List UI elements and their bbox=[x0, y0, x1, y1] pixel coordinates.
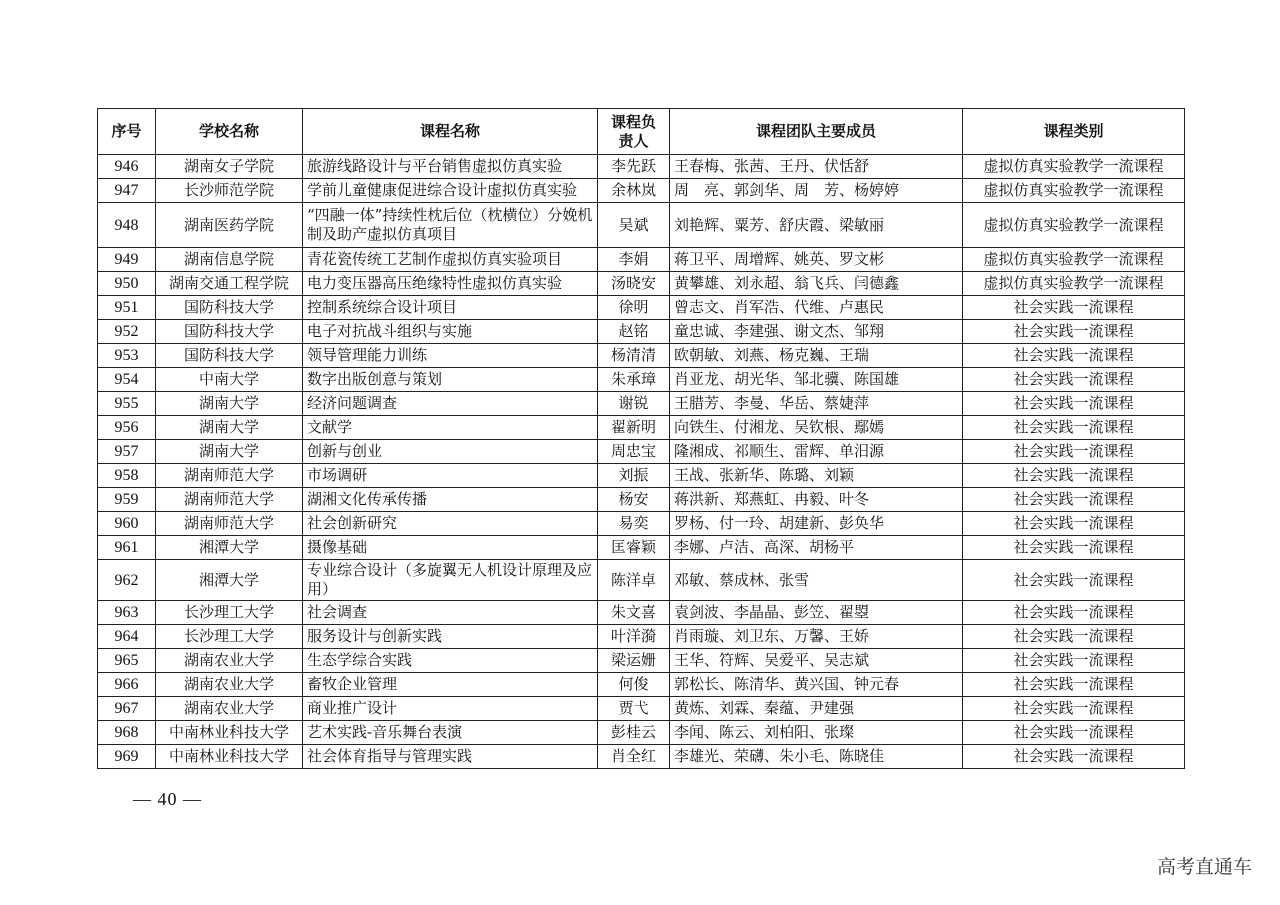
table-row bbox=[98, 745, 1185, 769]
cell-team: 欧朝敏、刘燕、杨克巍、王瑞 bbox=[670, 344, 963, 368]
cell-course: 生态学综合实践 bbox=[303, 649, 598, 673]
table-row bbox=[98, 464, 1185, 488]
cell-category: 社会实践一流课程 bbox=[963, 625, 1185, 649]
table-row bbox=[98, 203, 1185, 248]
cell-school: 中南林业科技大学 bbox=[156, 745, 303, 769]
cell-team: 黄炼、刘霖、秦蕴、尹建强 bbox=[670, 697, 963, 721]
cell-team: 郭松长、陈清华、黄兴国、钟元春 bbox=[670, 673, 963, 697]
cell-school: 中南大学 bbox=[156, 368, 303, 392]
header-school: 学校名称 bbox=[156, 109, 303, 155]
cell-leader: 余林岚 bbox=[598, 179, 670, 203]
cell-index: 965 bbox=[98, 649, 156, 673]
cell-school: 湘潭大学 bbox=[156, 560, 303, 601]
cell-category: 虚拟仿真实验教学一流课程 bbox=[963, 272, 1185, 296]
cell-course: 领导管理能力训练 bbox=[303, 344, 598, 368]
cell-index: 952 bbox=[98, 320, 156, 344]
cell-team: 童忠诚、李建强、谢文杰、邹翔 bbox=[670, 320, 963, 344]
cell-index: 967 bbox=[98, 697, 156, 721]
cell-school: 湖南农业大学 bbox=[156, 673, 303, 697]
cell-team: 肖雨璇、刘卫东、万馨、王娇 bbox=[670, 625, 963, 649]
cell-index: 962 bbox=[98, 560, 156, 601]
cell-team: 黄攀雄、刘永超、翁飞兵、闫德鑫 bbox=[670, 272, 963, 296]
cell-index: 954 bbox=[98, 368, 156, 392]
table-row bbox=[98, 179, 1185, 203]
cell-category: 社会实践一流课程 bbox=[963, 649, 1185, 673]
cell-category: 虚拟仿真实验教学一流课程 bbox=[963, 203, 1185, 248]
cell-school: 湖南大学 bbox=[156, 440, 303, 464]
cell-category: 社会实践一流课程 bbox=[963, 697, 1185, 721]
header-index: 序号 bbox=[98, 109, 156, 155]
cell-school: 长沙理工大学 bbox=[156, 601, 303, 625]
table-row bbox=[98, 392, 1185, 416]
cell-index: 963 bbox=[98, 601, 156, 625]
cell-category: 社会实践一流课程 bbox=[963, 440, 1185, 464]
cell-school: 湖南农业大学 bbox=[156, 649, 303, 673]
cell-category: 社会实践一流课程 bbox=[963, 536, 1185, 560]
cell-leader: 汤晓安 bbox=[598, 272, 670, 296]
cell-course: “四融一体”持续性枕后位（枕横位）分娩机制及助产虚拟仿真项目 bbox=[303, 203, 598, 248]
cell-index: 950 bbox=[98, 272, 156, 296]
cell-leader: 贾弋 bbox=[598, 697, 670, 721]
table-row bbox=[98, 560, 1185, 601]
cell-index: 953 bbox=[98, 344, 156, 368]
cell-course: 学前儿童健康促进综合设计虚拟仿真实验 bbox=[303, 179, 598, 203]
cell-category: 社会实践一流课程 bbox=[963, 368, 1185, 392]
cell-team: 罗杨、付一玲、胡建新、彭奂华 bbox=[670, 512, 963, 536]
cell-index: 951 bbox=[98, 296, 156, 320]
cell-category: 社会实践一流课程 bbox=[963, 296, 1185, 320]
cell-team: 李娜、卢洁、高深、胡杨平 bbox=[670, 536, 963, 560]
cell-team: 蒋洪新、郑燕虹、冉毅、叶冬 bbox=[670, 488, 963, 512]
cell-course: 社会体育指导与管理实践 bbox=[303, 745, 598, 769]
cell-course: 控制系统综合设计项目 bbox=[303, 296, 598, 320]
cell-leader: 杨清清 bbox=[598, 344, 670, 368]
table-row bbox=[98, 344, 1185, 368]
cell-course: 数字出版创意与策划 bbox=[303, 368, 598, 392]
cell-school: 中南林业科技大学 bbox=[156, 721, 303, 745]
table-row bbox=[98, 697, 1185, 721]
cell-leader: 朱承璋 bbox=[598, 368, 670, 392]
cell-school: 湖南医药学院 bbox=[156, 203, 303, 248]
cell-category: 社会实践一流课程 bbox=[963, 601, 1185, 625]
cell-leader: 周忠宝 bbox=[598, 440, 670, 464]
cell-category: 社会实践一流课程 bbox=[963, 512, 1185, 536]
table-row bbox=[98, 416, 1185, 440]
cell-index: 964 bbox=[98, 625, 156, 649]
cell-school: 国防科技大学 bbox=[156, 320, 303, 344]
cell-leader: 易奕 bbox=[598, 512, 670, 536]
cell-course: 文献学 bbox=[303, 416, 598, 440]
cell-school: 湖南大学 bbox=[156, 392, 303, 416]
cell-school: 长沙理工大学 bbox=[156, 625, 303, 649]
header-category: 课程类别 bbox=[963, 109, 1185, 155]
cell-team: 李闻、陈云、刘柏阳、张璨 bbox=[670, 721, 963, 745]
table-row bbox=[98, 673, 1185, 697]
cell-school: 湖南大学 bbox=[156, 416, 303, 440]
cell-course: 社会创新研究 bbox=[303, 512, 598, 536]
cell-school: 湖南信息学院 bbox=[156, 248, 303, 272]
table-body bbox=[98, 155, 1185, 769]
table-row bbox=[98, 512, 1185, 536]
cell-category: 社会实践一流课程 bbox=[963, 488, 1185, 512]
cell-course: 经济问题调查 bbox=[303, 392, 598, 416]
cell-school: 湖南师范大学 bbox=[156, 512, 303, 536]
cell-team: 王春梅、张茜、王丹、伏恬舒 bbox=[670, 155, 963, 179]
cell-index: 948 bbox=[98, 203, 156, 248]
cell-leader: 徐明 bbox=[598, 296, 670, 320]
cell-category: 虚拟仿真实验教学一流课程 bbox=[963, 179, 1185, 203]
cell-school: 湖南师范大学 bbox=[156, 464, 303, 488]
cell-course: 青花瓷传统工艺制作虚拟仿真实验项目 bbox=[303, 248, 598, 272]
cell-leader: 陈洋卓 bbox=[598, 560, 670, 601]
cell-index: 947 bbox=[98, 179, 156, 203]
cell-index: 969 bbox=[98, 745, 156, 769]
cell-course: 专业综合设计（多旋翼无人机设计原理及应用） bbox=[303, 560, 598, 601]
cell-leader: 刘振 bbox=[598, 464, 670, 488]
cell-category: 社会实践一流课程 bbox=[963, 392, 1185, 416]
cell-leader: 叶洋漪 bbox=[598, 625, 670, 649]
cell-category: 社会实践一流课程 bbox=[963, 560, 1185, 601]
cell-course: 摄像基础 bbox=[303, 536, 598, 560]
table-row bbox=[98, 155, 1185, 179]
cell-school: 国防科技大学 bbox=[156, 296, 303, 320]
cell-leader: 肖全红 bbox=[598, 745, 670, 769]
cell-team: 王华、符辉、吴爱平、吴志斌 bbox=[670, 649, 963, 673]
cell-school: 湖南交通工程学院 bbox=[156, 272, 303, 296]
cell-category: 社会实践一流课程 bbox=[963, 721, 1185, 745]
cell-leader: 谢锐 bbox=[598, 392, 670, 416]
table-row bbox=[98, 320, 1185, 344]
cell-team: 向铁生、付湘龙、吴钦根、鄢嫣 bbox=[670, 416, 963, 440]
cell-index: 966 bbox=[98, 673, 156, 697]
cell-index: 955 bbox=[98, 392, 156, 416]
cell-school: 国防科技大学 bbox=[156, 344, 303, 368]
cell-team: 刘艳辉、粟芳、舒庆霞、梁敏丽 bbox=[670, 203, 963, 248]
cell-team: 曾志文、肖军浩、代维、卢惠民 bbox=[670, 296, 963, 320]
table-row bbox=[98, 721, 1185, 745]
cell-leader: 李娟 bbox=[598, 248, 670, 272]
cell-category: 社会实践一流课程 bbox=[963, 673, 1185, 697]
cell-course: 湖湘文化传承传播 bbox=[303, 488, 598, 512]
cell-team: 蒋卫平、周增辉、姚英、罗文彬 bbox=[670, 248, 963, 272]
cell-course: 市场调研 bbox=[303, 464, 598, 488]
cell-team: 袁剑波、李晶晶、彭笠、翟曌 bbox=[670, 601, 963, 625]
cell-category: 虚拟仿真实验教学一流课程 bbox=[963, 248, 1185, 272]
cell-leader: 翟新明 bbox=[598, 416, 670, 440]
cell-index: 960 bbox=[98, 512, 156, 536]
cell-index: 957 bbox=[98, 440, 156, 464]
cell-leader: 彭桂云 bbox=[598, 721, 670, 745]
header-course: 课程名称 bbox=[303, 109, 598, 155]
cell-leader: 赵铭 bbox=[598, 320, 670, 344]
cell-school: 湖南农业大学 bbox=[156, 697, 303, 721]
cell-course: 创新与创业 bbox=[303, 440, 598, 464]
cell-category: 虚拟仿真实验教学一流课程 bbox=[963, 155, 1185, 179]
cell-course: 艺术实践-音乐舞台表演 bbox=[303, 721, 598, 745]
cell-course: 商业推广设计 bbox=[303, 697, 598, 721]
cell-category: 社会实践一流课程 bbox=[963, 745, 1185, 769]
cell-course: 畜牧企业管理 bbox=[303, 673, 598, 697]
page-number: — 40 — bbox=[133, 789, 202, 809]
header-team: 课程团队主要成员 bbox=[670, 109, 963, 155]
cell-course: 电力变压器高压绝缘特性虚拟仿真实验 bbox=[303, 272, 598, 296]
cell-course: 服务设计与创新实践 bbox=[303, 625, 598, 649]
cell-category: 社会实践一流课程 bbox=[963, 464, 1185, 488]
cell-team: 周 亮、郭剑华、周 芳、杨婷婷 bbox=[670, 179, 963, 203]
cell-leader: 吴斌 bbox=[598, 203, 670, 248]
table-row bbox=[98, 248, 1185, 272]
cell-index: 958 bbox=[98, 464, 156, 488]
cell-category: 社会实践一流课程 bbox=[963, 320, 1185, 344]
cell-index: 959 bbox=[98, 488, 156, 512]
header-leader: 课程负责人 bbox=[598, 109, 670, 155]
cell-team: 王战、张新华、陈璐、刘颖 bbox=[670, 464, 963, 488]
cell-leader: 李先跃 bbox=[598, 155, 670, 179]
cell-course: 电子对抗战斗组织与实施 bbox=[303, 320, 598, 344]
cell-index: 956 bbox=[98, 416, 156, 440]
cell-course: 旅游线路设计与平台销售虚拟仿真实验 bbox=[303, 155, 598, 179]
cell-school: 湖南师范大学 bbox=[156, 488, 303, 512]
cell-leader: 匡睿颖 bbox=[598, 536, 670, 560]
table-row bbox=[98, 368, 1185, 392]
table-row bbox=[98, 601, 1185, 625]
cell-leader: 杨安 bbox=[598, 488, 670, 512]
cell-school: 长沙师范学院 bbox=[156, 179, 303, 203]
cell-index: 949 bbox=[98, 248, 156, 272]
watermark: 高考直通车 bbox=[1156, 856, 1252, 878]
table-row bbox=[98, 649, 1185, 673]
table-row bbox=[98, 488, 1185, 512]
table-row bbox=[98, 536, 1185, 560]
cell-team: 李雄光、荣礴、朱小毛、陈晓佳 bbox=[670, 745, 963, 769]
cell-school: 湘潭大学 bbox=[156, 536, 303, 560]
cell-leader: 何俊 bbox=[598, 673, 670, 697]
cell-leader: 梁运姗 bbox=[598, 649, 670, 673]
cell-leader: 朱文喜 bbox=[598, 601, 670, 625]
cell-index: 946 bbox=[98, 155, 156, 179]
table-row bbox=[98, 272, 1185, 296]
table-row bbox=[98, 296, 1185, 320]
course-table bbox=[97, 108, 1185, 769]
cell-course: 社会调查 bbox=[303, 601, 598, 625]
cell-team: 邓敏、蔡成林、张雪 bbox=[670, 560, 963, 601]
table-header-row bbox=[98, 109, 1185, 155]
cell-category: 社会实践一流课程 bbox=[963, 344, 1185, 368]
cell-school: 湖南女子学院 bbox=[156, 155, 303, 179]
table-row bbox=[98, 440, 1185, 464]
table-row bbox=[98, 625, 1185, 649]
cell-index: 961 bbox=[98, 536, 156, 560]
cell-team: 隆湘成、祁顺生、雷辉、单汨源 bbox=[670, 440, 963, 464]
cell-team: 肖亚龙、胡光华、邹北骥、陈国雄 bbox=[670, 368, 963, 392]
cell-index: 968 bbox=[98, 721, 156, 745]
cell-category: 社会实践一流课程 bbox=[963, 416, 1185, 440]
cell-team: 王腊芳、李曼、华岳、蔡婕萍 bbox=[670, 392, 963, 416]
